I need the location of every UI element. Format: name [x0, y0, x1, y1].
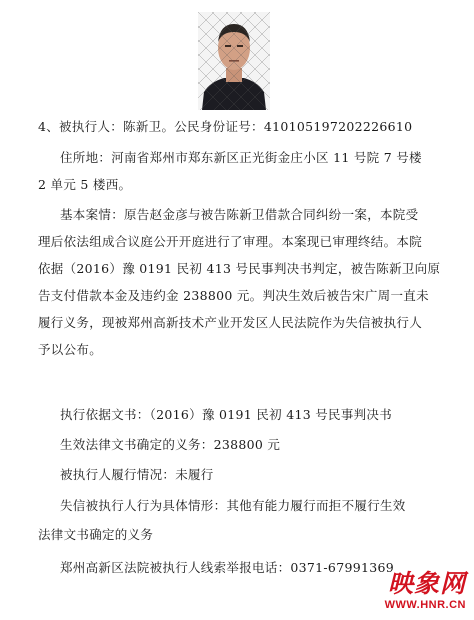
execution-basis: 执行依据文书：（2016）豫 0191 民初 413 号民事判决书 — [60, 407, 393, 422]
case-line-2: 理后依法组成合议庭公开开庭进行了审理。本案现已审理终结。本院 — [38, 234, 423, 249]
performance-status: 被执行人履行情况：未履行 — [60, 467, 214, 482]
watermark-logo: 映象网 — [387, 569, 466, 598]
case-line-1: 基本案情：原告赵金彦与被告陈新卫借款合同纠纷一案，本院受 — [60, 207, 419, 222]
obligation: 生效法律文书确定的义务：238800 元 — [60, 437, 281, 452]
watermark — [356, 570, 466, 616]
portrait-image — [198, 12, 270, 110]
case-line-6: 予以公布。 — [38, 342, 103, 357]
watermark-url: WWW.HNR.CN — [384, 599, 466, 611]
case-line-4: 告支付借款本金及违约金 238800 元。判决生效后被告宋广周一直未 — [38, 288, 429, 303]
behavior-line-2: 法律文书确定的义务 — [38, 527, 154, 542]
behavior-line-1: 失信被执行人行为具体情形：其他有能力履行而拒不履行生效 — [60, 498, 406, 513]
person-photo — [198, 12, 270, 110]
person-header: 4、被执行人：陈新卫。公民身份证号：410105197202226610 — [38, 119, 413, 134]
address-line-2: 2 单元 5 楼西。 — [38, 177, 132, 192]
address-line-1: 住所地：河南省郑州市郑东新区正光街金庄小区 11 号院 7 号楼 — [60, 150, 422, 165]
case-line-5: 履行义务，现被郑州高新技术产业开发区人民法院作为失信被执行人 — [38, 315, 423, 330]
hotline: 郑州高新区法院被执行人线索举报电话：0371-67991369 — [60, 560, 394, 575]
case-line-3: 依据（2016）豫 0191 民初 413 号民事判决书判定，被告陈新卫向原 — [38, 261, 441, 276]
